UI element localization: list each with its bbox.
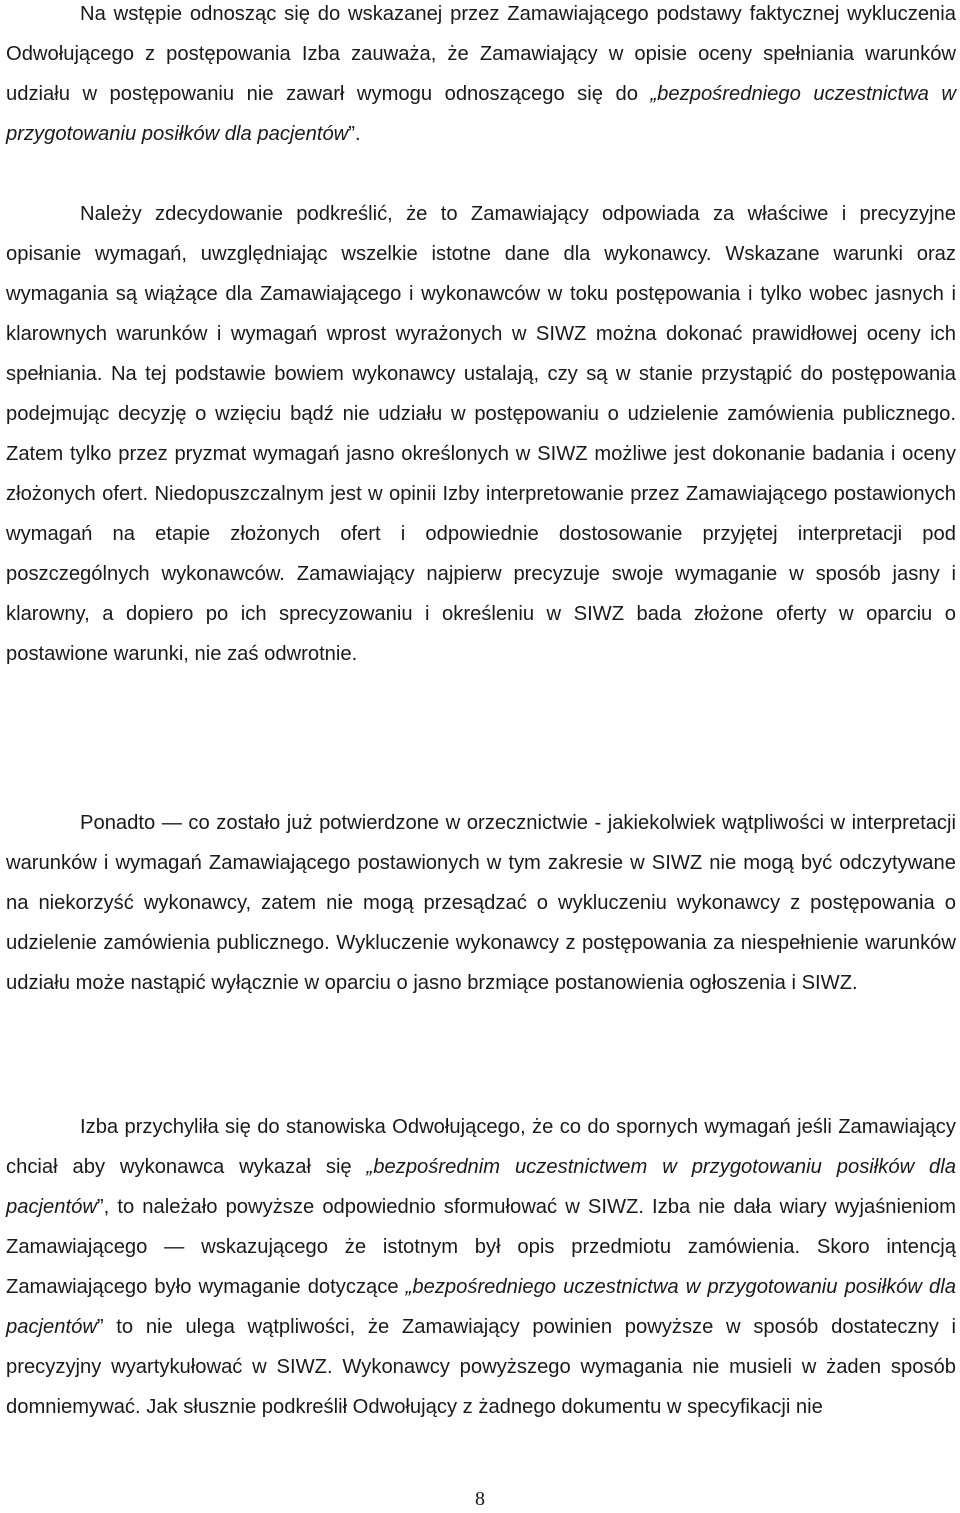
paragraph-4-text-1: Izba przychyliła się do stanowiska Odwołującego, że co do spornych wymagań jeśli Zamawiający chciał aby wykonawca wykazał się xyxy=(6,1116,956,1178)
paragraph-3 xyxy=(6,803,956,1003)
paragraph-2-text: Należy zdecydowanie podkreślić, że to Zamawiający odpowiada za właściwe i precyzyjne opisanie wymagań, uwzględniając wszelkie istotne dane dla wykonawcy. Wskazane warunki oraz wymagania są wiążące dla Zamawiającego i wykonawców w toku postępowania i tylko wobec jasnych i klarownych warunków i wymagań wprost wyrażonych w SIWZ można dokonać prawidłowej oceny ich spełniania. Na tej podstawie bowiem wykonawcy ustalają, czy są w stanie przystąpić do postępowania podejmując decyzję o wzięciu bądź nie udziału w postępowaniu o udzielenie zamówienia publicznego. Zatem tylko przez pryzmat wymagań jasno określonych w SIWZ możliwe jest dokonanie badania i oceny złożonych ofert. Niedopuszczalnym jest w opinii Izby interpretowanie przez Zamawiającego postawionych wymagań na etapie złożonych ofert i odpowiednie dostosowanie przyjętej interpretacji pod poszczególnych wykonawców. Zamawiający najpierw precyzuje swoje wymaganie w sposób jasny i klarowny, a dopiero po ich sprecyzowaniu i określeniu w SIWZ bada złożone oferty w oparciu o postawione warunki, nie zaś odwrotnie. xyxy=(6,203,956,665)
paragraph-3-text: Ponadto — co zostało już potwierdzone w orzecznictwie - jakiekolwiek wątpliwości w interpretacji warunków i wymagań Zamawiającego postawionych w tym zakresie w SIWZ nie mogą być odczytywane na niekorzyść wykonawcy, zatem nie mogą przesądzać o wykluczeniu wykonawcy z postępowania o udzielenie zamówienia publicznego. Wykluczenie wykonawcy z postępowania za niespełnienie warunków udziału może nastąpić wyłącznie w oparciu o jasno brzmiące postanowienia ogłoszenia i SIWZ. xyxy=(6,812,956,994)
paragraph-4-italic-quote-2: „bezpośredniego uczestnictwa w przygotowaniu posiłków dla pacjentów xyxy=(6,1276,956,1338)
paragraph-4-text-3: ” to nie ulega wątpliwości, że Zamawiający powinien powyższe w sposób dostateczny i precyzyjny wyartykułować w SIWZ. Wykonawcy powyższego wymagania nie musieli w żaden sposób domniemywać. Jak słusznie podkreślił Odwołujący z żadnego dokumentu w specyfikacji nie xyxy=(6,1316,956,1418)
paragraph-1-text-2: ”. xyxy=(348,123,361,145)
page-number: 8 xyxy=(475,1488,485,1510)
paragraph-4-text-2: ”, to należało powyższe odpowiednio sformułować w SIWZ. Izba nie dała wiary wyjaśnieniom Zamawiającego — wskazującego że istotnym był opis przedmiotu zamówienia. Skoro intencją Zamawiającego było wymaganie dotyczące xyxy=(6,1196,956,1298)
paragraph-4 xyxy=(6,1107,956,1427)
paragraph-1-italic-quote: „bezpośredniego uczestnictwa w przygotowaniu posiłków dla pacjentów xyxy=(6,83,956,145)
paragraph-4-italic-quote-1: „bezpośrednim uczestnictwem w przygotowaniu posiłków dla pacjentów xyxy=(6,1156,956,1218)
paragraph-2 xyxy=(6,194,956,674)
paragraph-1 xyxy=(6,0,956,154)
paragraph-1-text-1: Na wstępie odnosząc się do wskazanej przez Zamawiającego podstawy faktycznej wykluczenia Odwołującego z postępowania Izba zauważa, że Zamawiający w opisie oceny spełniania warunków udziału w postępowaniu nie zawarł wymogu odnoszącego się do xyxy=(6,3,956,105)
